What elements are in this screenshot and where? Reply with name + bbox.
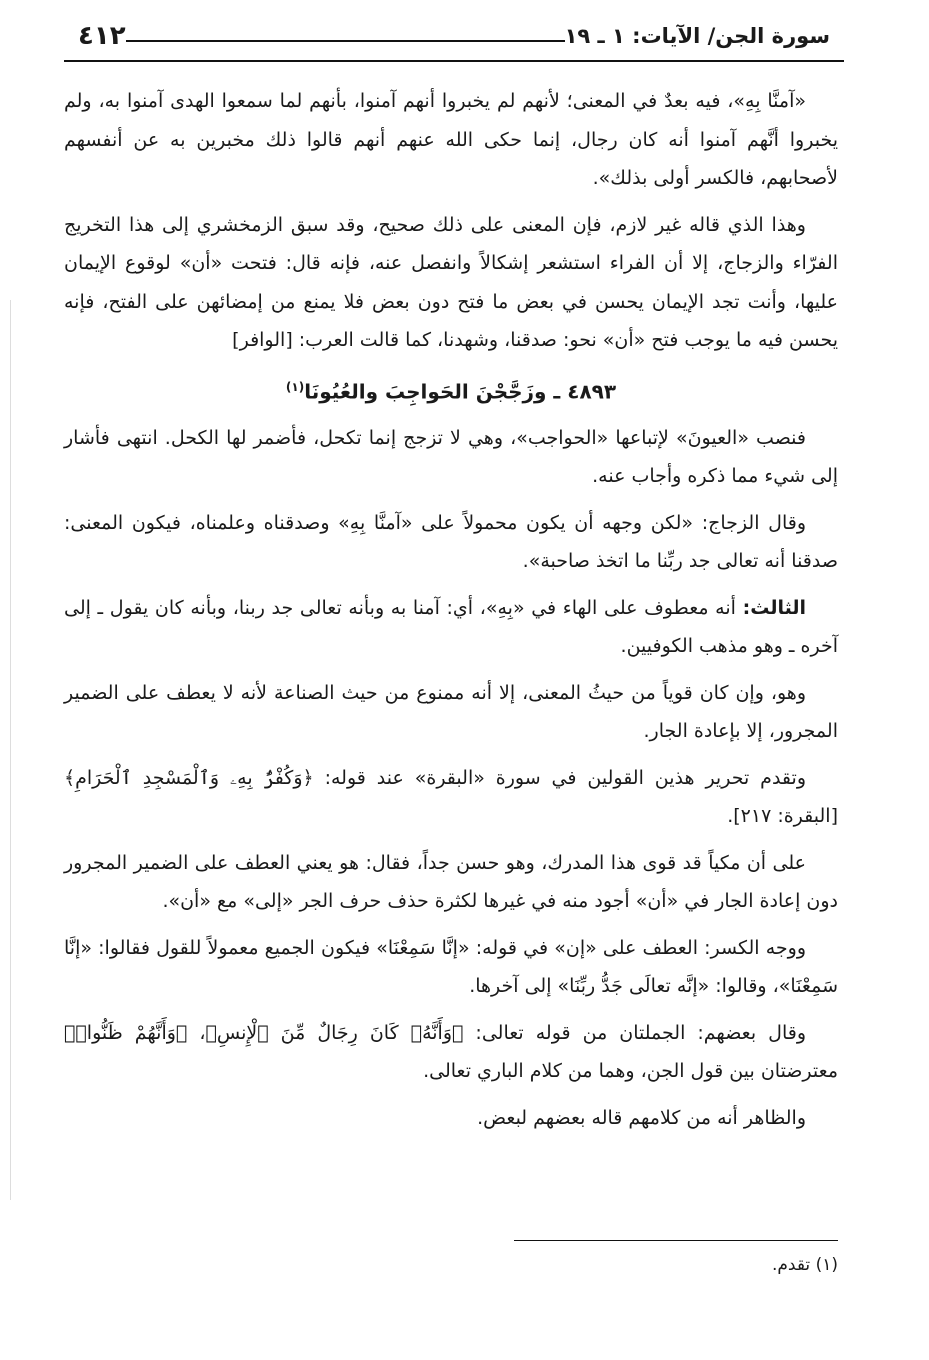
poetry-verse <box>64 368 838 411</box>
paragraph: والظاهر أنه من كلامهم قاله بعضهم لبعض. <box>477 1106 806 1129</box>
paragraph-third-opinion <box>64 589 838 666</box>
header-underline <box>64 60 844 62</box>
paragraph: ووجه الكسر: العطف على «إن» في قوله: «إنَّا سَمِعْنَا» فيكون الجميع معمولاً للقول فقالوا: «إنَّا سَمِعْنَا»، وقالوا: «إنَّه تعالَى جَدُّ ربِّنَا» إلى آخرها. <box>64 936 838 998</box>
paragraph: وقال بعضهم: الجملتان من قوله تعالى: ﴿وَأَنَّهُۥ كَانَ رِجَالٌ مِّنَ ٱلْإِنسِ﴾، ﴿وَأَنَّهُمْ ظَنُّوا۟﴾ معترضتان بين قول الجن، وهما من كلام الباري تعالى. <box>64 1021 838 1083</box>
footnote: (١) تقدم. <box>771 1255 838 1275</box>
running-title: سورة الجن/ الآيات: ١ ـ ١٩ <box>564 24 830 48</box>
verse-number: ٤٨٩٣ <box>567 379 617 404</box>
footnote-marker: (١) <box>285 379 305 394</box>
verse-text: ـ وزَجَّجْنَ الحَواجِبَ والعُيُونَا <box>304 379 561 404</box>
footnote-rule <box>514 1240 838 1241</box>
third-text: أنه معطوف على الهاء في «بِهِ»، أي: آمنا به وبأنه تعالى جد ربنا، وبأنه كان يقول ـ إلى آخره ـ وهو مذهب الكوفيين. <box>64 596 838 658</box>
header-rule <box>126 40 565 42</box>
paragraph: «آمنَّا بِهِ»، فيه بعدٌ في المعنى؛ لأنهم لم يخبروا أنهم آمنوا، بأنهم لما سمعوا الهدى آمنوا به، ولم يخبروا أنَّهم آمنوا أنه كان رجال، إنما حكى الله عنهم أنهم قالوا ذلك مخبرين به عن أنفسهم لأصحابهم، فالكسر أولى بذلك». <box>64 90 838 189</box>
paragraph: وهذا الذي قاله غير لازم، فإن المعنى على ذلك صحيح، وقد سبق الزمخشري إلى هذا التخريج الفرّاء والزجاج، إلا أن الفراء استشعر إشكالاً وانفصل عنه، فإنه قال: فتحت «أن» لوقوع الإيمان عليها، وأنت تجد الإيمان يحسن في بعض ما فتح دون بعض فلا يمنع من إمضائهن على الفتح، فإنه يحسن فيه ما يوجب فتح «أن» نحو: صدقنا، وشهدنا، كما قالت العرب: [الوافر] <box>64 213 838 351</box>
paragraph: وهو، وإن كان قوياً من حيثُ المعنى، إلا أنه ممنوع من حيث الصناعة لأنه لا يعطف على الضمير المجرور، إلا بإعادة الجار. <box>64 681 838 743</box>
scan-edge-line <box>10 300 11 1200</box>
paragraph: فنصب «العيونَ» لإتباعها «الحواجب»، وهي لا تزجج إنما تكحل، فأضمر لها الكحل. انتهى فأشار إلى شيء مما ذكره وأجاب عنه. <box>64 426 838 488</box>
page-header <box>64 14 844 58</box>
page-number: ٤١٢ <box>78 21 126 51</box>
paragraph: على أن مكياً قد قوى هذا المدرك، وهو حسن جداً، فقال: هو يعني العطف على الضمير المجرور دون إعادة الجار في «أن» أجود منه في غيرها لكثرة حذف حرف الجر «إلى» مع «أن». <box>64 851 838 913</box>
paragraph: وتقدم تحرير هذين القولين في سورة «البقرة» عند قوله: ﴿وَكُفْرٌۢ بِهِۦ وَٱلْمَسْجِدِ ٱلْحَرَامِ﴾ [البقرة: ٢١٧]. <box>64 766 838 828</box>
main-text <box>64 82 838 1145</box>
paragraph: وقال الزجاج: «لكن وجهه أن يكون محمولاً على «آمنَّا بِهِ» وصدقناه وعلمناه، فيكون المعنى: صدقنا أنه تعالى جد ربِّنا ما اتخذ صاحبة». <box>64 511 838 573</box>
third-label: الثالث: <box>742 596 806 619</box>
